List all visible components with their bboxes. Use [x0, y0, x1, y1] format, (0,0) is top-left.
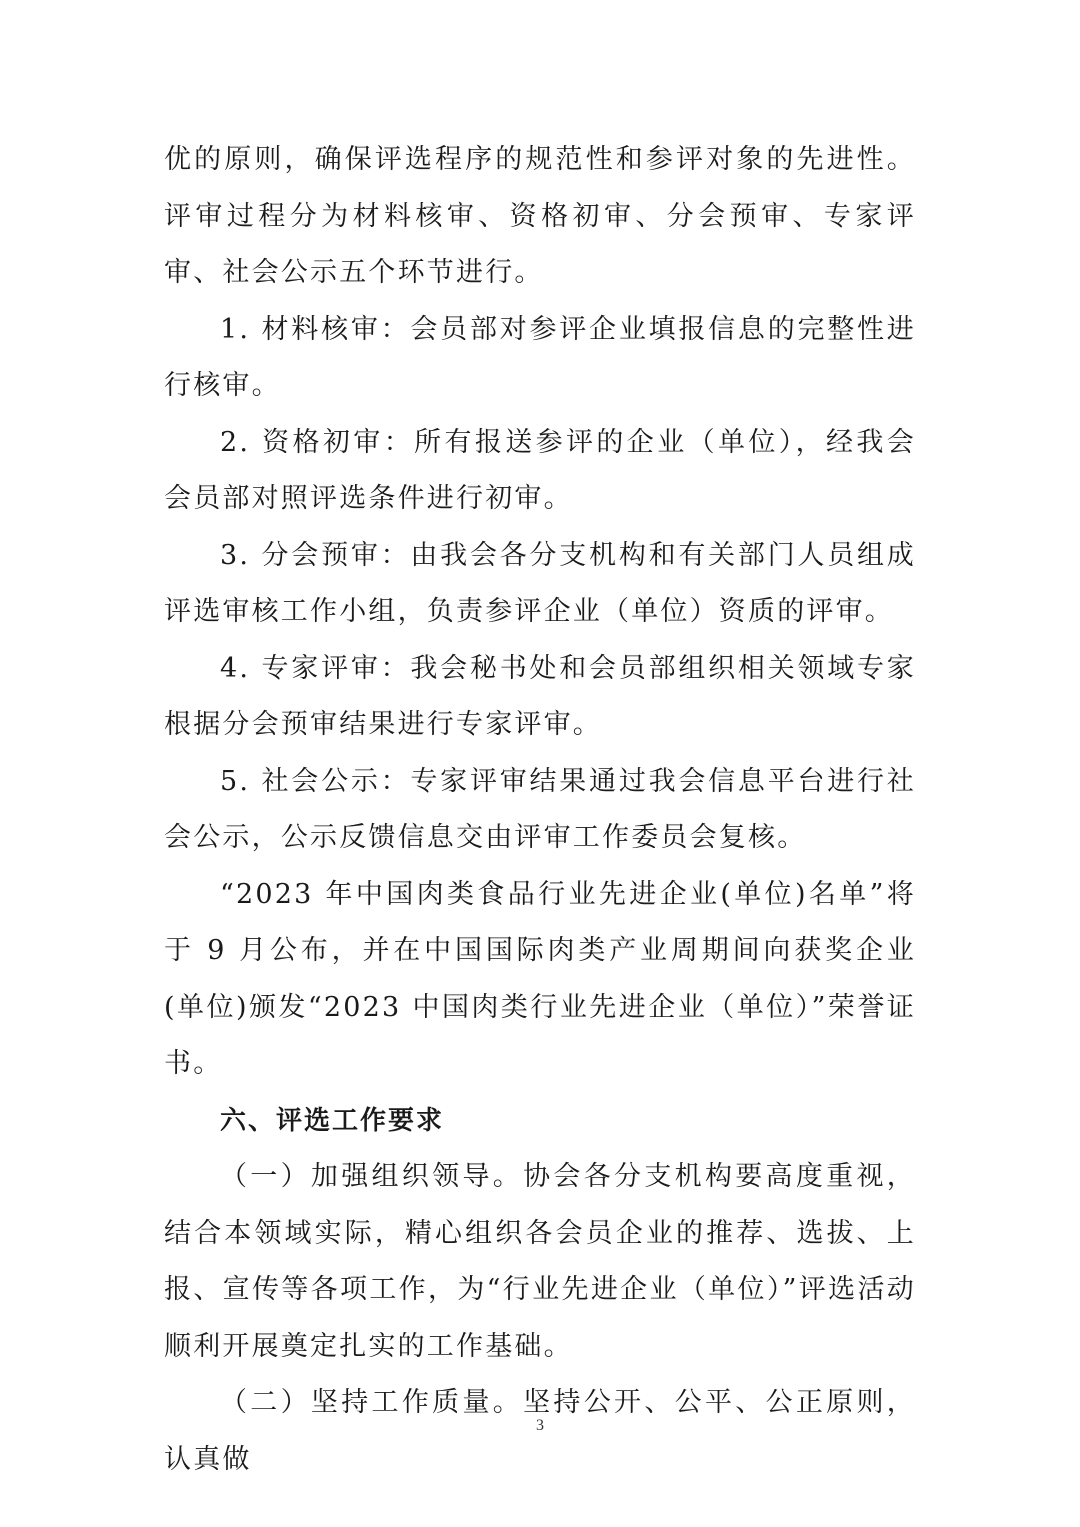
paragraph-review-process: 优的原则，确保评选程序的规范性和参评对象的先进性。评审过程分为材料核审、资格初审、分会预审、专家评审、社会公示五个环节进行。	[164, 144, 916, 288]
paragraph-announcement: “2023 年中国肉类食品行业先进企业(单位)名单”将于 9 月公布，并在中国国际肉类产业周期间向获奖企业(单位)颁发“2023 中国肉类行业先进企业（单位）”荣誉证书。	[164, 878, 916, 1079]
paragraph-organization-leadership: （一）加强组织领导。协会各分支机构要高度重视，结合本领域实际，精心组织各会员企业的推荐、选拔、上报、宣传等各项工作，为“行业先进企业（单位）”评选活动顺利开展奠定扎实的工作基础。	[164, 1161, 916, 1362]
paragraph-expert-review: 4. 专家评审：我会秘书处和会员部组织相关领域专家根据分会预审结果进行专家评审。	[164, 652, 916, 740]
section-heading-requirements: 六、评选工作要求	[220, 1105, 445, 1136]
page-number: 3	[536, 1417, 544, 1434]
paragraph-material-review: 1. 材料核审：会员部对参评企业填报信息的完整性进行核审。	[164, 313, 916, 401]
paragraph-branch-prereview: 3. 分会预审：由我会各分支机构和有关部门人员组成评选审核工作小组，负责参评企业（单位）资质的评审。	[164, 539, 916, 627]
paragraph-qualification-review: 2. 资格初审：所有报送参评的企业（单位），经我会会员部对照评选条件进行初审。	[164, 426, 916, 514]
paragraph-work-quality: （二）坚持工作质量。坚持公开、公平、公正原则，认真做	[164, 1387, 916, 1475]
document-body	[164, 132, 916, 1488]
paragraph-public-notice: 5. 社会公示：专家评审结果通过我会信息平台进行社会公示，公示反馈信息交由评审工作委员会复核。	[164, 765, 916, 853]
